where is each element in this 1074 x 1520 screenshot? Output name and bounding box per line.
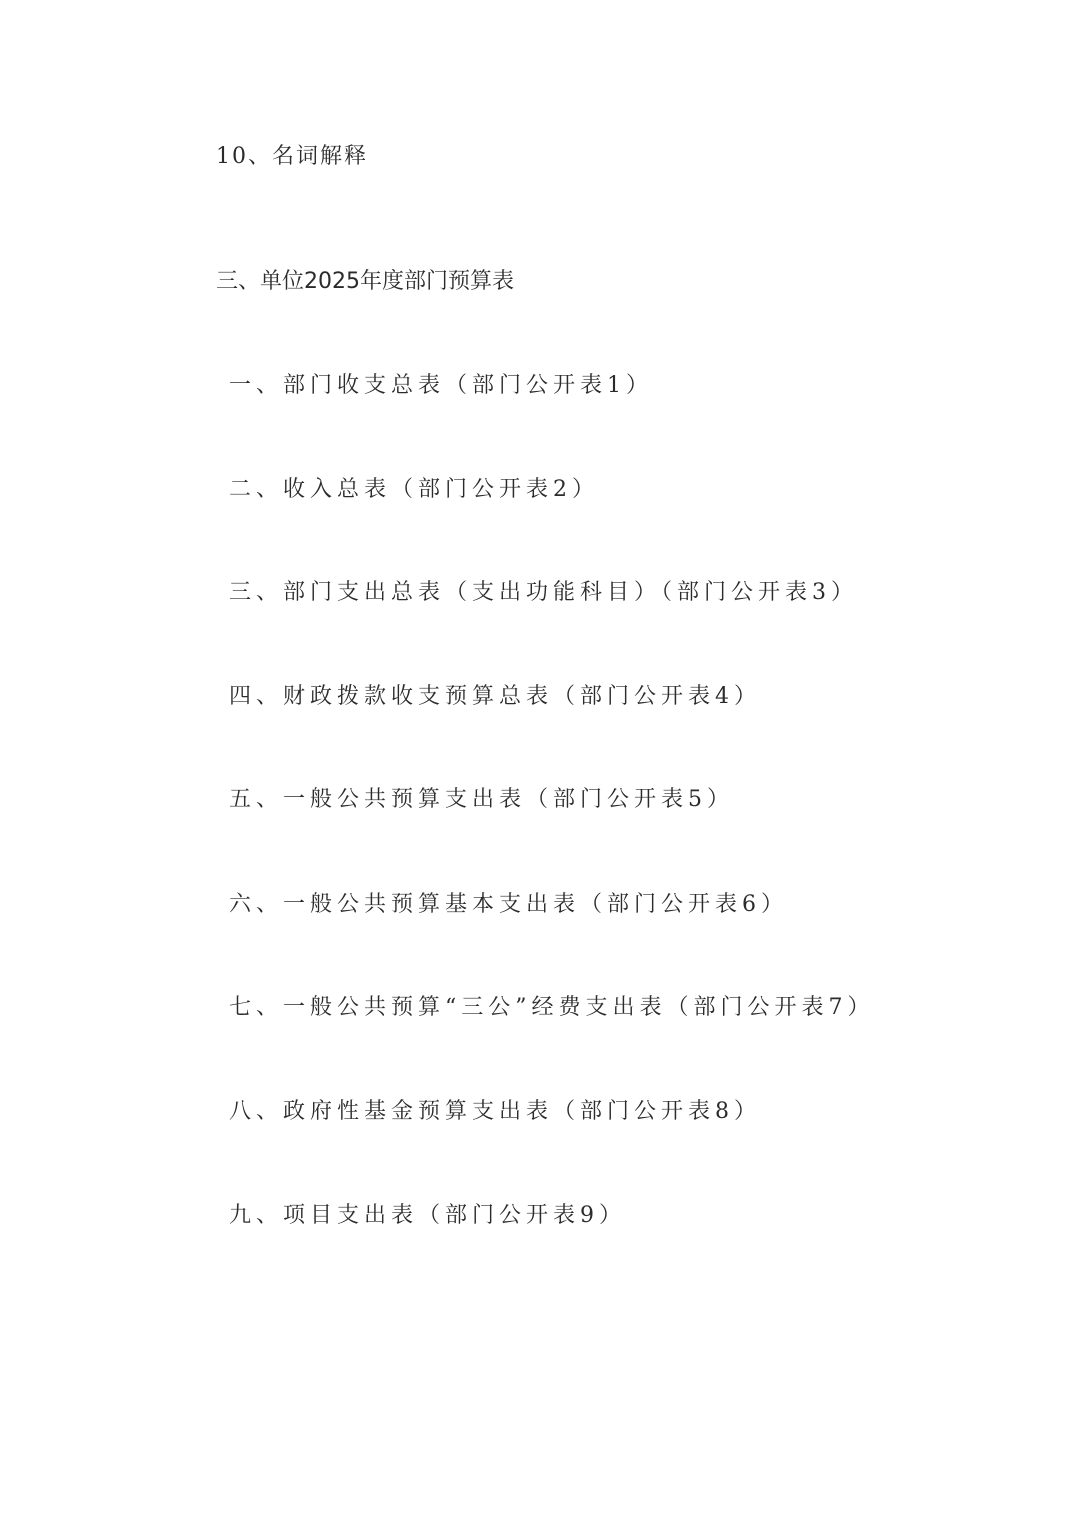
toc-item-table-2: 二、收入总表（部门公开表2） <box>229 477 599 502</box>
toc-item-table-1: 一、部门收支总表（部门公开表1） <box>229 373 653 398</box>
toc-item-table-8: 八、政府性基金预算支出表（部门公开表8） <box>229 1099 761 1124</box>
toc-item-table-6: 六、一般公共预算基本支出表（部门公开表6） <box>229 892 788 917</box>
toc-item-table-9: 九、项目支出表（部门公开表9） <box>229 1203 626 1228</box>
toc-item-table-3: 三、部门支出总表（支出功能科目）（部门公开表3） <box>229 580 858 605</box>
section-heading: 三、单位2025年度部门预算表 <box>216 269 514 294</box>
toc-item-table-5: 五、一般公共预算支出表（部门公开表5） <box>229 787 734 812</box>
toc-item-table-7: 七、一般公共预算“三公”经费支出表（部门公开表7） <box>229 995 875 1020</box>
toc-item-table-4: 四、财政拨款收支预算总表（部门公开表4） <box>229 684 761 709</box>
list-item-glossary: 10、名词解释 <box>216 144 368 169</box>
